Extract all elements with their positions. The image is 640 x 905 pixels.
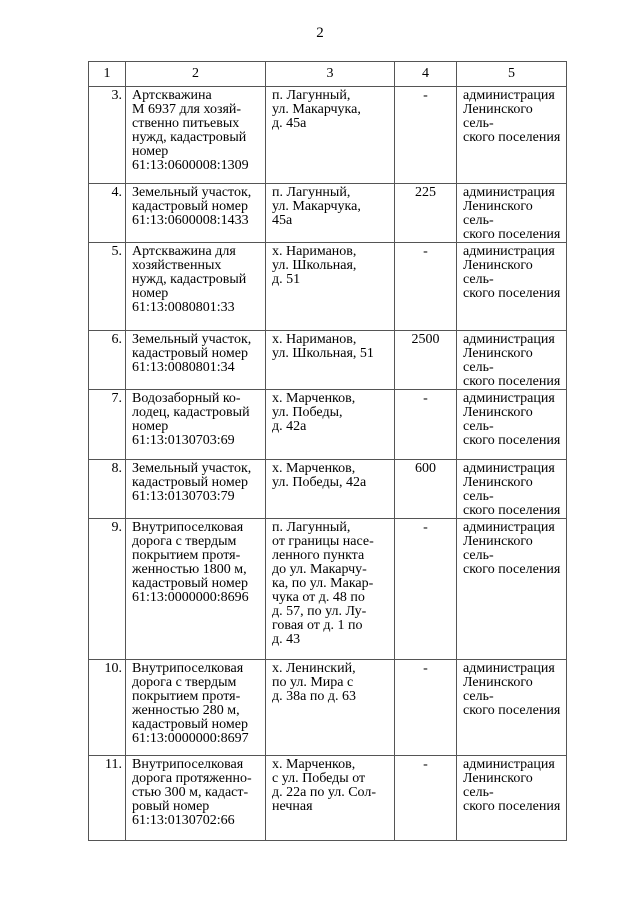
table-row (89, 660, 567, 756)
object-address: х. Нариманов, ул. Школьная, д. 51 (266, 243, 395, 331)
object-area: - (395, 756, 457, 841)
object-holder: администрация Ленинского сель- ского поселения (457, 390, 567, 460)
object-name: Водозаборный ко- лодец, кадастровый номер 61:13:0130703:69 (126, 390, 266, 460)
object-holder: администрация Ленинского сель- ского поселения (457, 519, 567, 660)
object-address: п. Лагунный, от границы насе- ленного пункта до ул. Макарчу- ка, по ул. Макар- чука от д. 48 по д. 57, по ул. Лу- говая от д. 1 по д. 43 (266, 519, 395, 660)
row-number: 5. (89, 243, 126, 331)
object-address: х. Ленинский, по ул. Мира с д. 38а по д. 63 (266, 660, 395, 756)
object-area: 600 (395, 460, 457, 519)
table-row (89, 756, 567, 841)
object-holder: администрация Ленинского сель- ского поселения (457, 331, 567, 390)
object-area: - (395, 519, 457, 660)
object-address: п. Лагунный, ул. Макарчука, 45а (266, 184, 395, 243)
row-number: 3. (89, 87, 126, 184)
object-holder: администрация Ленинского сель- ского поселения (457, 184, 567, 243)
row-number: 8. (89, 460, 126, 519)
object-address: х. Нариманов, ул. Школьная, 51 (266, 331, 395, 390)
property-registry-table (88, 61, 567, 841)
object-address: х. Марченков, ул. Победы, д. 42а (266, 390, 395, 460)
header-col-3: 3 (266, 62, 395, 87)
header-col-1: 1 (89, 62, 126, 87)
object-holder: администрация Ленинского сель- ского поселения (457, 756, 567, 841)
row-number: 9. (89, 519, 126, 660)
object-name: Земельный участок, кадастровый номер 61:13:0080801:34 (126, 331, 266, 390)
table-row (89, 87, 567, 184)
object-area: - (395, 243, 457, 331)
object-area: - (395, 390, 457, 460)
header-col-2: 2 (126, 62, 266, 87)
object-name: Внутрипоселковая дорога с твердым покрытием протя- женностью 1800 м, кадастровый номер 61:13:0000000:8696 (126, 519, 266, 660)
object-holder: администрация Ленинского сель- ского поселения (457, 243, 567, 331)
object-name: Земельный участок, кадастровый номер 61:13:0130703:79 (126, 460, 266, 519)
header-col-4: 4 (395, 62, 457, 87)
object-address: х. Марченков, ул. Победы, 42а (266, 460, 395, 519)
object-address: х. Марченков, с ул. Победы от д. 22а по ул. Сол- нечная (266, 756, 395, 841)
table-row (89, 460, 567, 519)
object-name: Земельный участок, кадастровый номер 61:13:0600008:1433 (126, 184, 266, 243)
page-number: 2 (316, 25, 324, 41)
object-area: - (395, 87, 457, 184)
object-name: Внутрипоселковая дорога протяженно- стью 300 м, кадаст- ровый номер 61:13:0130702:66 (126, 756, 266, 841)
object-name: Артскважина М 6937 для хозяй- ственно питьевых нужд, кадастровый номер 61:13:0600008:1309 (126, 87, 266, 184)
object-area: 2500 (395, 331, 457, 390)
row-number: 11. (89, 756, 126, 841)
object-area: 225 (395, 184, 457, 243)
object-address: п. Лагунный, ул. Макарчука, д. 45а (266, 87, 395, 184)
table-row (89, 184, 567, 243)
table-row (89, 390, 567, 460)
object-name: Внутрипоселковая дорога с твердым покрытием протя- женностью 280 м, кадастровый номер 61:13:0000000:8697 (126, 660, 266, 756)
table-row (89, 243, 567, 331)
header-col-5: 5 (457, 62, 567, 87)
object-holder: администрация Ленинского сель- ского поселения (457, 87, 567, 184)
row-number: 7. (89, 390, 126, 460)
table-row (89, 331, 567, 390)
object-area: - (395, 660, 457, 756)
table-row (89, 519, 567, 660)
object-holder: администрация Ленинского сель- ского поселения (457, 460, 567, 519)
table-header-row (89, 62, 567, 87)
object-name: Артскважина для хозяйственных нужд, кадастровый номер 61:13:0080801:33 (126, 243, 266, 331)
row-number: 4. (89, 184, 126, 243)
row-number: 6. (89, 331, 126, 390)
row-number: 10. (89, 660, 126, 756)
object-holder: администрация Ленинского сель- ского поселения (457, 660, 567, 756)
